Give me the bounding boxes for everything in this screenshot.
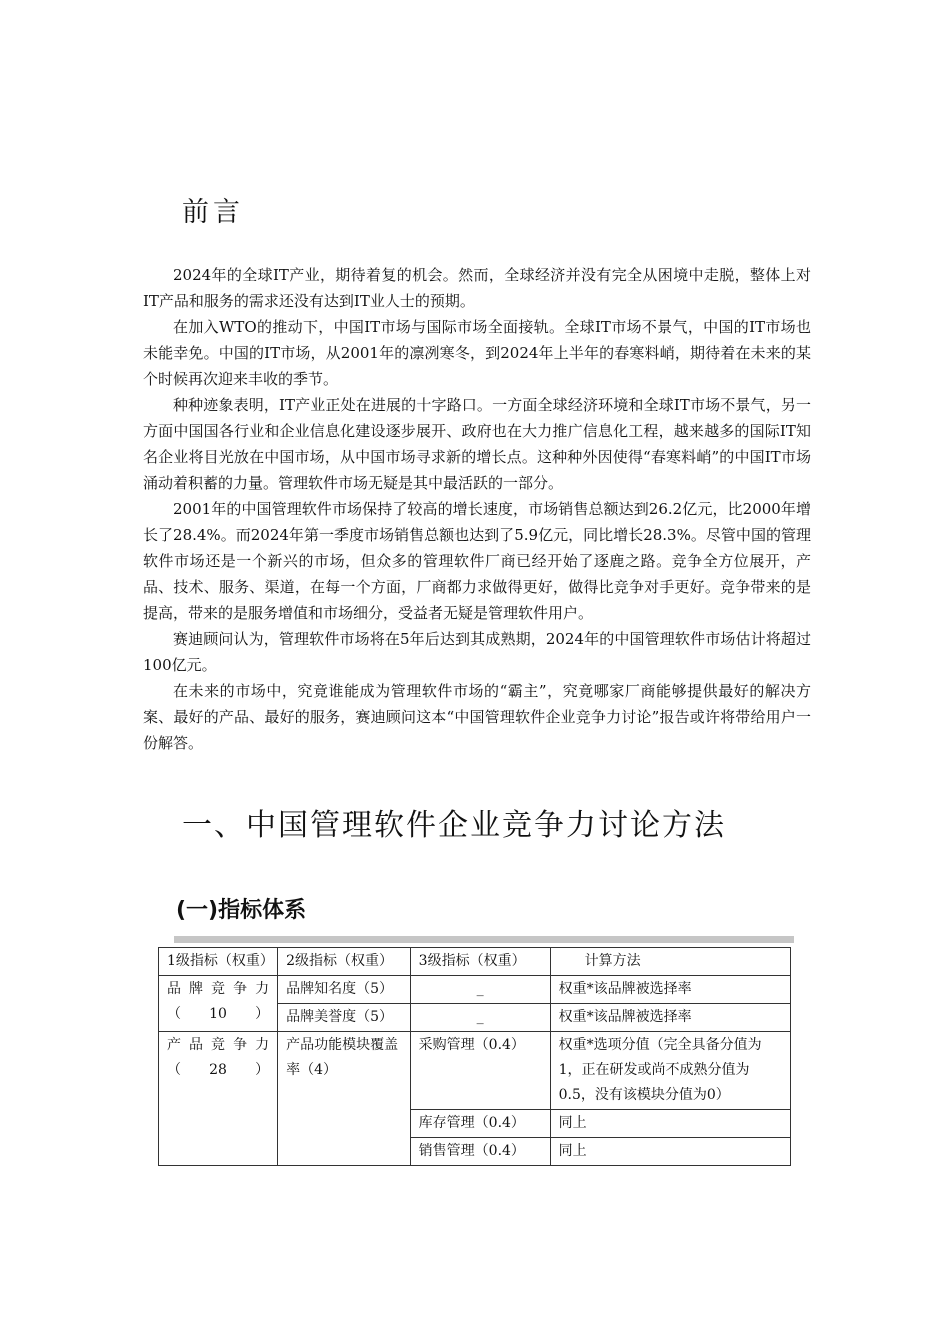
paragraph: 在未来的市场中，究竟谁能成为管理软件市场的“霸主”，究竟哪家厂商能够提供最好的解决方案、最好的产品、最好的服务，赛迪顾问这本“中国管理软件企业竞争力讨论”报告或许将带给用户一份解答。: [143, 682, 811, 752]
cell-l3: _: [410, 1004, 550, 1032]
cell-l3: 库存管理（0.4）: [410, 1110, 550, 1138]
cell-method: 权重*选项分值（完全具备分值为1，正在研发或尚不成熟分值为0.5，没有该模块分值为0）: [550, 1032, 790, 1110]
cell-l2: 品牌美誉度（5）: [278, 1004, 411, 1032]
indicator-table: [158, 947, 791, 1166]
cell-l1-brand: 品牌竞争力（10）: [159, 976, 278, 1032]
cell-l3: 采购管理（0.4）: [410, 1032, 550, 1110]
cell-method: 权重*该品牌被选择率: [550, 1004, 790, 1032]
cell-l1-product: 产品竞争力（28）: [159, 1032, 278, 1166]
preface-body: [143, 262, 811, 756]
header-cell-l1: 1级指标（权重）: [159, 948, 278, 976]
cell-method: 同上: [550, 1138, 790, 1166]
subsection-heading: (一)指标体系: [176, 898, 307, 923]
divider-bar: [174, 936, 794, 943]
table-row: [159, 976, 791, 1004]
cell-l2-product: 产品功能模块覆盖率（4）: [278, 1032, 411, 1166]
table-row: [159, 1032, 791, 1110]
header-cell-l2: 2级指标（权重）: [278, 948, 411, 976]
paragraph: 赛迪顾问认为，管理软件市场将在5年后达到其成熟期，2024年的中国管理软件市场估计将超过100亿元。: [143, 630, 811, 674]
header-cell-method: 计算方法: [550, 948, 790, 976]
cell-l3: 销售管理（0.4）: [410, 1138, 550, 1166]
cell-l2: 品牌知名度（5）: [278, 976, 411, 1004]
table-header-row: [159, 948, 791, 976]
paragraph: 种种迹象表明，IT产业正处在进展的十字路口。一方面全球经济环境和全球IT市场不景气，另一方面中国国各行业和企业信息化建设逐步展开、政府也在大力推广信息化工程，越来越多的国际IT知名企业将目光放在中国市场，从中国市场寻求新的增长点。这种种外因使得“春寒料峭”的中国IT市场涌动着积蓄的力量。管理软件市场无疑是其中最活跃的一部分。: [143, 396, 811, 492]
header-cell-l3: 3级指标（权重）: [410, 948, 550, 976]
cell-method: 权重*该品牌被选择率: [550, 976, 790, 1004]
cell-method: 同上: [550, 1110, 790, 1138]
section-heading: 一、中国管理软件企业竞争力讨论方法: [182, 808, 726, 843]
preface-title: 前言: [182, 197, 244, 228]
paragraph: 2024年的全球IT产业，期待着复的机会。然而，全球经济并没有完全从困境中走脱，整体上对IT产品和服务的需求还没有达到IT业人士的预期。: [143, 266, 811, 310]
cell-l3: _: [410, 976, 550, 1004]
paragraph: 2001年的中国管理软件市场保持了较高的增长速度，市场销售总额达到26.2亿元，比2000年增长了28.4%。而2024年第一季度市场销售总额也达到了5.9亿元，同比增长28.3%。尽管中国的管理软件市场还是一个新兴的市场，但众多的管理软件厂商已经开始了逐鹿之路。竞争全方位展开，产品、技术、服务、渠道，在每一个方面，厂商都力求做得更好，做得比竞争对手更好。竞争带来的是提高，带来的是服务增值和市场细分，受益者无疑是管理软件用户。: [143, 500, 811, 622]
paragraph: 在加入WTO的推动下，中国IT市场与国际市场全面接轨。全球IT市场不景气，中国的IT市场也未能幸免。中国的IT市场，从2001年的凛冽寒冬，到2024年上半年的春寒料峭，期待着在未来的某个时候再次迎来丰收的季节。: [143, 318, 811, 388]
